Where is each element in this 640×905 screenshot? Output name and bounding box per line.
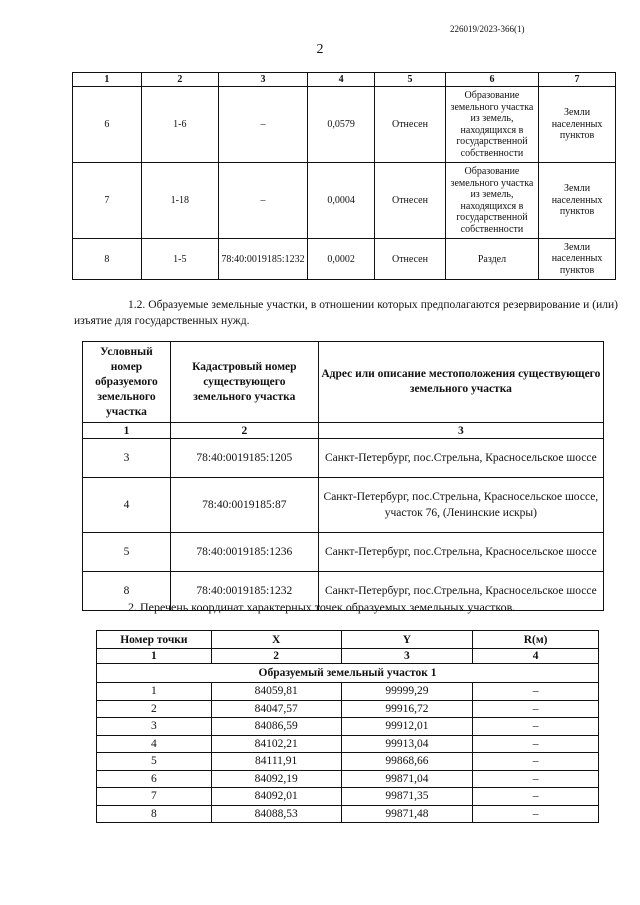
col-number: 4: [308, 73, 375, 87]
cell: 99912,01: [341, 718, 473, 736]
cell: Земли населенных пунктов: [539, 87, 616, 163]
table-header-numbers: [83, 423, 604, 439]
col-number: 2: [141, 73, 218, 87]
cell: 0,0002: [308, 239, 375, 280]
cell: 78:40:0019185:1232: [170, 572, 318, 611]
cell: 78:40:0019185:1205: [170, 439, 318, 478]
cell: 1-6: [141, 87, 218, 163]
cell: –: [473, 718, 599, 736]
cell: 84088,53: [211, 805, 341, 823]
cell: –: [473, 683, 599, 701]
table-row: [97, 753, 599, 771]
cell: 0,0579: [308, 87, 375, 163]
cell: 2: [97, 700, 212, 718]
table-row: [73, 87, 616, 163]
table-header: [83, 342, 604, 423]
table-row: [73, 163, 616, 239]
cell: 99871,04: [341, 770, 473, 788]
cell: 78:40:0019185:1232: [218, 239, 307, 280]
table-row: [97, 700, 599, 718]
column-header: R(м): [473, 631, 599, 649]
col-number: 3: [318, 423, 603, 439]
cell: 78:40:0019185:87: [170, 478, 318, 533]
cell: –: [473, 805, 599, 823]
cell: –: [473, 770, 599, 788]
cell: Санкт-Петербург, пос.Стрельна, Красносельское шоссе: [318, 572, 603, 611]
cell: Отнесен: [375, 239, 446, 280]
table-row: [83, 439, 604, 478]
cell: 99916,72: [341, 700, 473, 718]
cell: 99999,29: [341, 683, 473, 701]
table-row: [83, 478, 604, 533]
cell: Санкт-Петербург, пос.Стрельна, Красносельское шоссе, участок 76, (Ленинские искры): [318, 478, 603, 533]
table-row: [97, 770, 599, 788]
cell: Санкт-Петербург, пос.Стрельна, Красносельское шоссе: [318, 439, 603, 478]
table-row: [73, 239, 616, 280]
cell: 84102,21: [211, 735, 341, 753]
cell: –: [218, 163, 307, 239]
cell: 84047,57: [211, 700, 341, 718]
column-header: Кадастровый номер существующего земельного участка: [170, 342, 318, 423]
cell: 84086,59: [211, 718, 341, 736]
col-number: 1: [83, 423, 171, 439]
column-header: Y: [341, 631, 473, 649]
cell: 3: [83, 439, 171, 478]
cell: 8: [73, 239, 142, 280]
cell: Отнесен: [375, 87, 446, 163]
cell: 78:40:0019185:1236: [170, 533, 318, 572]
col-number: 5: [375, 73, 446, 87]
col-number: 3: [341, 649, 473, 664]
col-number: 7: [539, 73, 616, 87]
cell: 99913,04: [341, 735, 473, 753]
col-number: 1: [97, 649, 212, 664]
section-1-2-heading: 1.2. Образуемые земельные участки, в отношении которых предполагаются резервирование и (или) изъятие для государственных нужд.: [74, 299, 618, 327]
table-row: [97, 683, 599, 701]
table-row: [97, 788, 599, 806]
cell: Образование земельного участка из земель, находящихся в государственной собственности: [445, 87, 538, 163]
section-row: [97, 664, 599, 683]
page-number: 2: [316, 42, 324, 57]
table-row: [97, 735, 599, 753]
column-header: X: [211, 631, 341, 649]
cell: Санкт-Петербург, пос.Стрельна, Красносельское шоссе: [318, 533, 603, 572]
cell: 99871,35: [341, 788, 473, 806]
column-header: Адрес или описание местоположения существующего земельного участка: [318, 342, 603, 423]
col-number: 4: [473, 649, 599, 664]
cell: 6: [73, 87, 142, 163]
cell: Раздел: [445, 239, 538, 280]
cell: –: [218, 87, 307, 163]
table-land-plots-categories: [72, 72, 616, 280]
cell: Земли населенных пунктов: [539, 163, 616, 239]
cell: 1: [97, 683, 212, 701]
cell: 5: [97, 753, 212, 771]
cell: 99871,48: [341, 805, 473, 823]
col-number: 2: [211, 649, 341, 664]
cell: Образование земельного участка из земель, находящихся в государственной собственности: [445, 163, 538, 239]
table-row: [83, 533, 604, 572]
table-row: [97, 805, 599, 823]
cell: 99868,66: [341, 753, 473, 771]
cell: –: [473, 735, 599, 753]
cell: 5: [83, 533, 171, 572]
cell: 84092,01: [211, 788, 341, 806]
col-number: 1: [73, 73, 142, 87]
cell: Отнесен: [375, 163, 446, 239]
table-header-numbers: [73, 73, 616, 87]
cell: 84092,19: [211, 770, 341, 788]
col-number: 6: [445, 73, 538, 87]
col-number: 2: [170, 423, 318, 439]
table-coordinates: [96, 630, 599, 823]
cell: –: [473, 788, 599, 806]
cell: 8: [83, 572, 171, 611]
cell: 84059,81: [211, 683, 341, 701]
table-header: [97, 631, 599, 649]
cell: 0,0004: [308, 163, 375, 239]
cell: –: [473, 753, 599, 771]
cell: 4: [83, 478, 171, 533]
document-number: 226019/2023-366(1): [450, 24, 525, 34]
cell: –: [473, 700, 599, 718]
cell: 4: [97, 735, 212, 753]
cell: 3: [97, 718, 212, 736]
cell: 6: [97, 770, 212, 788]
cell: 1-5: [141, 239, 218, 280]
section-title: Образуемый земельный участок 1: [97, 664, 599, 683]
cell: 1-18: [141, 163, 218, 239]
column-header: Условный номер образуемого земельного участка: [83, 342, 171, 423]
cell: Земли населенных пунктов: [539, 239, 616, 280]
col-number: 3: [218, 73, 307, 87]
table-reserved-plots: [82, 341, 604, 611]
table-row: [97, 718, 599, 736]
table-header-numbers: [97, 649, 599, 664]
cell: 84111,91: [211, 753, 341, 771]
cell: 7: [73, 163, 142, 239]
column-header: Номер точки: [97, 631, 212, 649]
cell: 8: [97, 805, 212, 823]
cell: 7: [97, 788, 212, 806]
section-2-heading: 2. Перечень координат характерных точек образуемых земельных участков.: [128, 600, 516, 614]
